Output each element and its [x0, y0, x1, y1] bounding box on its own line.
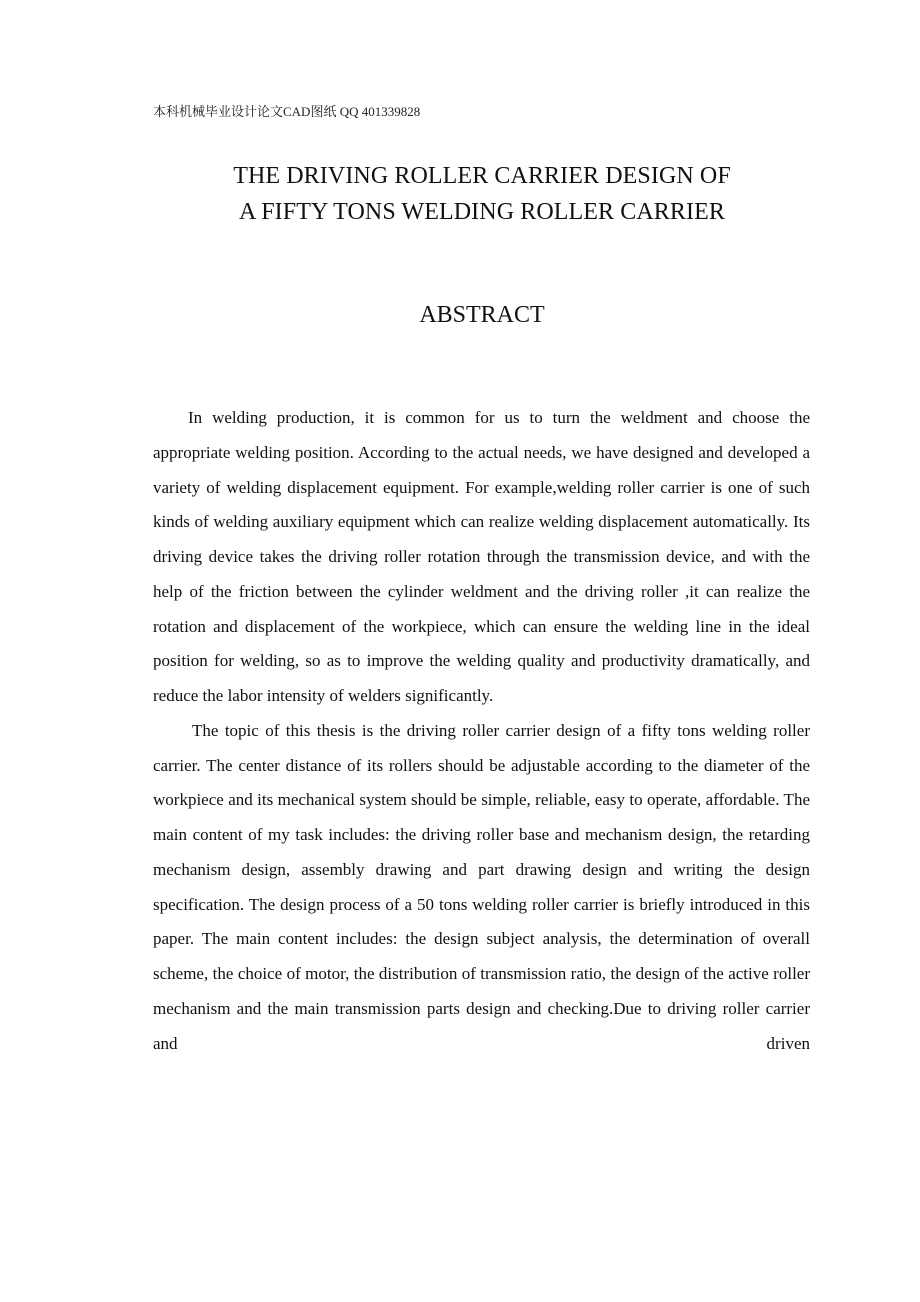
- abstract-paragraph-1: In welding production, it is common for us to turn the weldment and choose the appropriate welding position. According to the actual needs, we have designed and developed a variety of welding displacement equipment. For example,welding roller carrier is one of such kinds of welding auxiliary equipment which can realize welding displacement automatically. Its driving device takes the driving roller rotation through the transmission device, and with the help of the friction between the cylinder weldment and the driving roller ,it can realize the rotation and displacement of the workpiece, which can ensure the welding line in the ideal position for welding, so as to improve the welding quality and productivity dramatically, and reduce the labor intensity of welders significantly.: [153, 408, 810, 705]
- abstract-body: [153, 401, 810, 1061]
- abstract-paragraph-2: The topic of this thesis is the driving roller carrier design of a fifty tons welding roller carrier. The center distance of its rollers should be adjustable according to the diameter of the workpiece and its mechanical system should be simple, reliable, easy to operate, affordable. The main content of my task includes: the driving roller base and mechanism design, the retarding mechanism design, assembly drawing and part drawing design and writing the design specification. The design process of a 50 tons welding roller carrier is briefly introduced in this paper. The main content includes: the design subject analysis, the determination of overall scheme, the choice of motor, the distribution of transmission ratio, the design of the active roller mechanism and the main transmission parts design and checking.Due to driving roller carrier and driven: [153, 720, 810, 1053]
- thesis-title-line-2: A FIFTY TONS WELDING ROLLER CARRIER: [239, 199, 725, 225]
- thesis-title: [0, 158, 920, 230]
- thesis-title-line-1: THE DRIVING ROLLER CARRIER DESIGN OF: [233, 163, 731, 189]
- header-note: 本科机械毕业设计论文CAD图纸 QQ 401339828: [153, 104, 421, 119]
- abstract-heading: ABSTRACT: [419, 302, 545, 328]
